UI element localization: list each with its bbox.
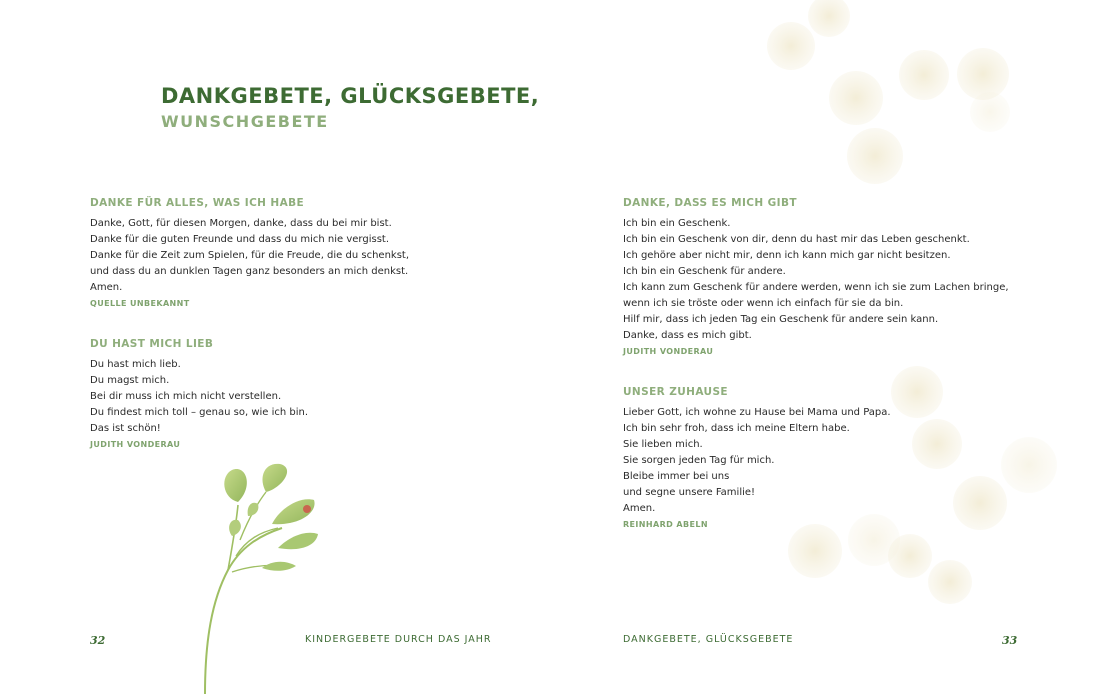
poem-line: Ich bin ein Geschenk von dir, denn du hast mir das Leben geschenkt. [623, 234, 970, 245]
poem-author: JUDITH VONDERAU [90, 440, 181, 449]
poem-line: Ich bin sehr froh, dass ich meine Eltern habe. [623, 423, 850, 434]
poem-line: Amen. [623, 503, 656, 514]
left-running-title: KINDERGEBETE DURCH DAS JAHR [305, 634, 492, 645]
left-page-number: 32 [90, 634, 106, 647]
poem-author: QUELLE UNBEKANNT [90, 299, 190, 308]
poem-line: Hilf mir, dass ich jeden Tag ein Geschenk für andere sein kann. [623, 314, 939, 325]
poem-block [623, 196, 1043, 359]
poem-title: DU HAST MICH LIEB [90, 338, 214, 350]
poem-line: Sie lieben mich. [623, 439, 703, 450]
right-page-column [623, 196, 1043, 558]
poem-line: Das ist schön! [90, 423, 161, 434]
poem-author: JUDITH VONDERAU [623, 347, 714, 356]
chapter-title: DANKGEBETE, GLÜCKSGEBETE, [161, 84, 540, 108]
poem-title: UNSER ZUHAUSE [623, 386, 728, 398]
plant-sprig-illustration [205, 464, 318, 694]
poem-title: DANKE, DASS ES MICH GIBT [623, 197, 797, 209]
bokeh-circles-top [767, 0, 1010, 184]
poem-block [623, 385, 1043, 532]
poem-line: und segne unsere Familie! [623, 487, 756, 498]
right-running-title: DANKGEBETE, GLÜCKSGEBETE [623, 634, 794, 645]
poem-line: Danke, Gott, für diesen Morgen, danke, dass du bei mir bist. [90, 218, 392, 229]
poem-line: Danke für die Zeit zum Spielen, für die Freude, die du schenkst, [90, 250, 410, 261]
poem-line: Ich kann zum Geschenk für andere werden, wenn ich sie zum Lachen bringe, [623, 282, 1009, 293]
poem-line: wenn ich sie tröste oder wenn ich einfach für sie da bin. [623, 298, 904, 309]
poem-line: Bei dir muss ich mich nicht verstellen. [90, 391, 282, 402]
right-page-number: 33 [1002, 634, 1018, 647]
poem-line: Sie sorgen jeden Tag für mich. [623, 455, 775, 466]
poem-line: Lieber Gott, ich wohne zu Hause bei Mama und Papa. [623, 407, 891, 418]
poem-title: DANKE FÜR ALLES, WAS ICH HABE [90, 197, 305, 209]
poem-line: Ich gehöre aber nicht mir, denn ich kann mich gar nicht besitzen. [623, 250, 951, 261]
poem-line: Ich bin ein Geschenk für andere. [623, 266, 786, 277]
poem-author: REINHARD ABELN [623, 520, 708, 529]
poem-line: Danke für die guten Freunde und dass du mich nie vergisst. [90, 234, 390, 245]
poem-line: Amen. [90, 282, 123, 293]
poem-line: Bleibe immer bei uns [623, 471, 730, 482]
poem-block [90, 337, 510, 452]
poem-line: Danke, dass es mich gibt. [623, 330, 752, 341]
chapter-subtitle: WUNSCHGEBETE [161, 112, 329, 131]
poem-line: und dass du an dunklen Tagen ganz besonders an mich denkst. [90, 266, 409, 277]
poem-block [90, 196, 510, 311]
poem-line: Du hast mich lieb. [90, 359, 181, 370]
poem-line: Du findest mich toll – genau so, wie ich bin. [90, 407, 309, 418]
left-page-column [90, 196, 510, 478]
poem-line: Du magst mich. [90, 375, 170, 386]
poem-line: Ich bin ein Geschenk. [623, 218, 731, 229]
